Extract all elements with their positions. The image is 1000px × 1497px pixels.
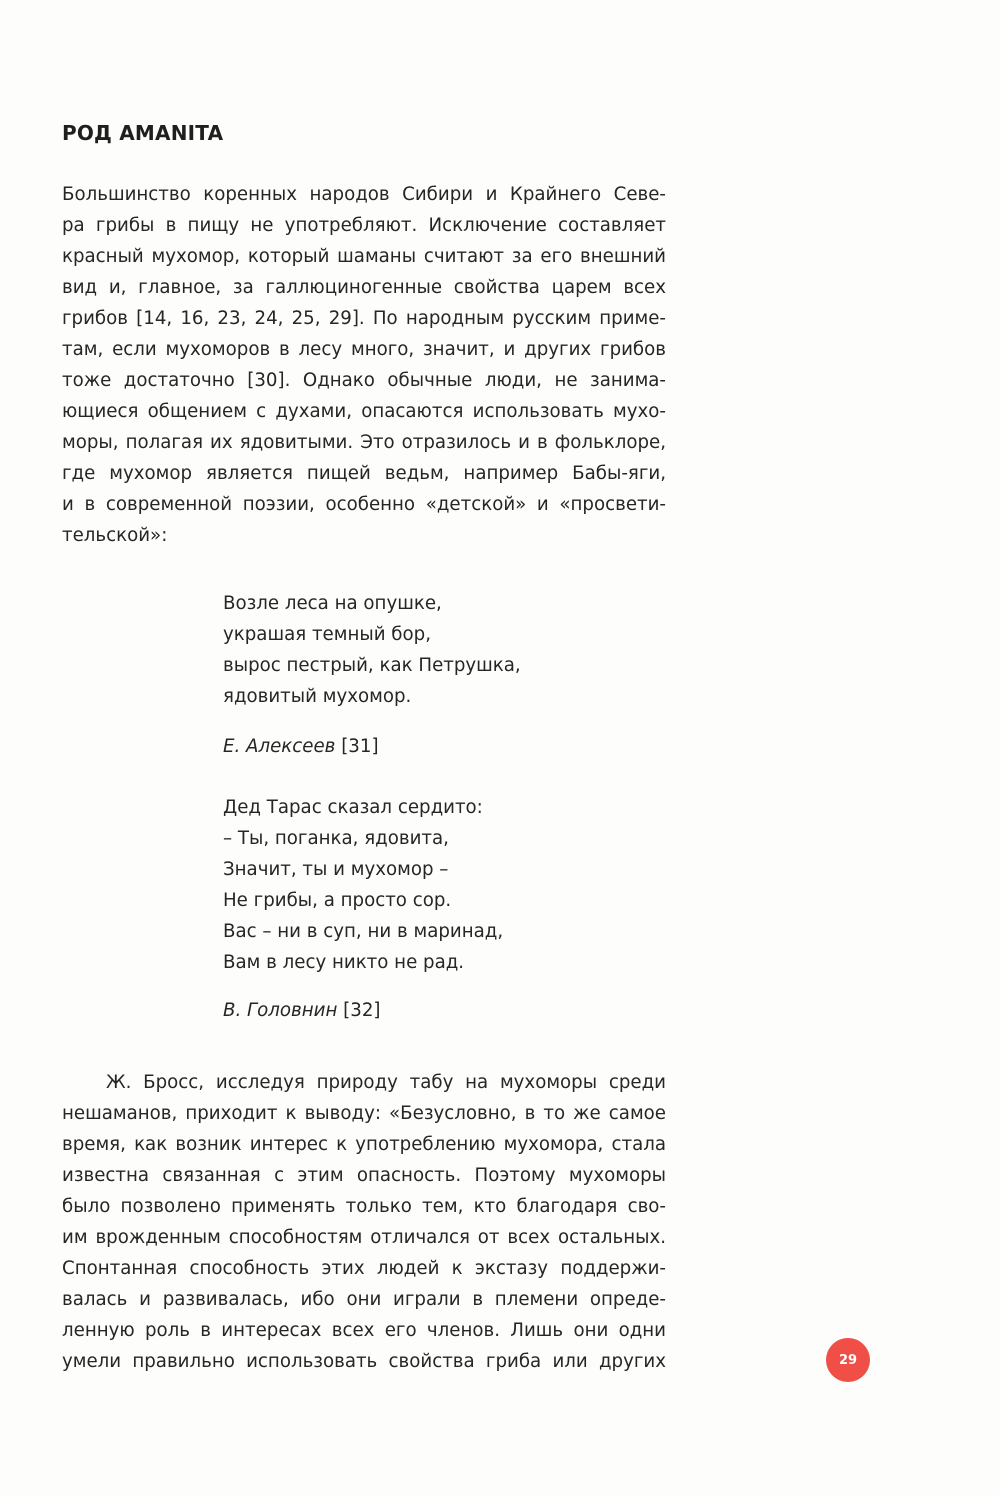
- page-number-badge: 29: [826, 1338, 870, 1382]
- poem-line: Значит, ты и мухомор –: [223, 859, 449, 880]
- paragraph1-line: ра грибы в пищу не употребляют. Исключение составляет: [62, 215, 666, 236]
- poem-alekseev: [223, 588, 521, 712]
- poem-line: вырос пестрый, как Петрушка,: [223, 655, 521, 676]
- paragraph2-line: валась и развивалась, ибо они играли в племени опреде-: [62, 1289, 666, 1310]
- poem-golovnin: [223, 792, 503, 978]
- paragraph1-line: ющиеся общением с духами, опасаются использовать мухо-: [62, 401, 666, 422]
- poem-line: – Ты, поганка, ядовита,: [223, 828, 449, 849]
- paragraph2-line: ленную роль в интересах всех его членов. Лишь они одни: [62, 1320, 666, 1341]
- poem-line: ядовитый мухомор.: [223, 686, 412, 707]
- poem-attribution: [223, 731, 379, 762]
- paragraph2-line: Ж. Бросс, исследуя природу табу на мухоморы среди: [106, 1072, 666, 1093]
- paragraph2-line: Спонтанная способность этих людей к экстазу поддержи-: [62, 1258, 666, 1279]
- paragraph2-line: известна связанная с этим опасность. Поэтому мухоморы: [62, 1165, 666, 1186]
- poem-attribution: [223, 995, 381, 1026]
- paragraph1-line: где мухомор является пищей ведьм, например Бабы-яги,: [62, 463, 666, 484]
- paragraph1-line: красный мухомор, который шаманы считают за его внешний: [62, 246, 666, 267]
- paragraph1-line: тельской»:: [62, 525, 168, 546]
- citation-ref: [32]: [343, 1000, 381, 1021]
- paragraph2-line: нешаманов, приходит к выводу: «Безусловно, в то же самое: [62, 1103, 666, 1124]
- poem-line: Вам в лесу никто не рад.: [223, 952, 465, 973]
- paragraph1-line: вид и, главное, за галлюциногенные свойства царем всех: [62, 277, 666, 298]
- paragraph1-line: там, если мухоморов в лесу много, значит, и других грибов: [62, 339, 666, 360]
- paragraph2-line: время, как возник интерес к употреблению мухомора, стала: [62, 1134, 666, 1155]
- paragraph1-line: моры, полагая их ядовитыми. Это отразилось и в фольклоре,: [62, 432, 666, 453]
- paragraph1-line: грибов [14, 16, 23, 24, 25, 29]. По народным русским приме-: [62, 308, 666, 329]
- paragraph2-line: было позволено применять только тем, кто благодаря сво-: [62, 1196, 666, 1217]
- poem-line: Дед Тарас сказал сердито:: [223, 797, 483, 818]
- poem-author: В. Головнин: [223, 1000, 338, 1021]
- paragraph2-line: им врожденным способностям отличался от всех остальных.: [62, 1227, 666, 1248]
- paragraph1-line: тоже достаточно [30]. Однако обычные люди, не занима-: [62, 370, 666, 391]
- paragraph2-line: умели правильно использовать свойства гриба или других: [62, 1351, 666, 1372]
- section-heading: РОД AMANITA: [62, 121, 224, 145]
- poem-line: Не грибы, а просто сор.: [223, 890, 452, 911]
- paragraph1-line: Большинство коренных народов Сибири и Крайнего Севе-: [62, 184, 666, 205]
- poem-author: Е. Алексеев: [223, 736, 336, 757]
- poem-line: Возле леса на опушке,: [223, 593, 442, 614]
- citation-ref: [31]: [341, 736, 379, 757]
- paragraph1-line: и в современной поэзии, особенно «детской» и «просвети-: [62, 494, 666, 515]
- poem-line: Вас – ни в суп, ни в маринад,: [223, 921, 504, 942]
- poem-line: украшая темный бор,: [223, 624, 431, 645]
